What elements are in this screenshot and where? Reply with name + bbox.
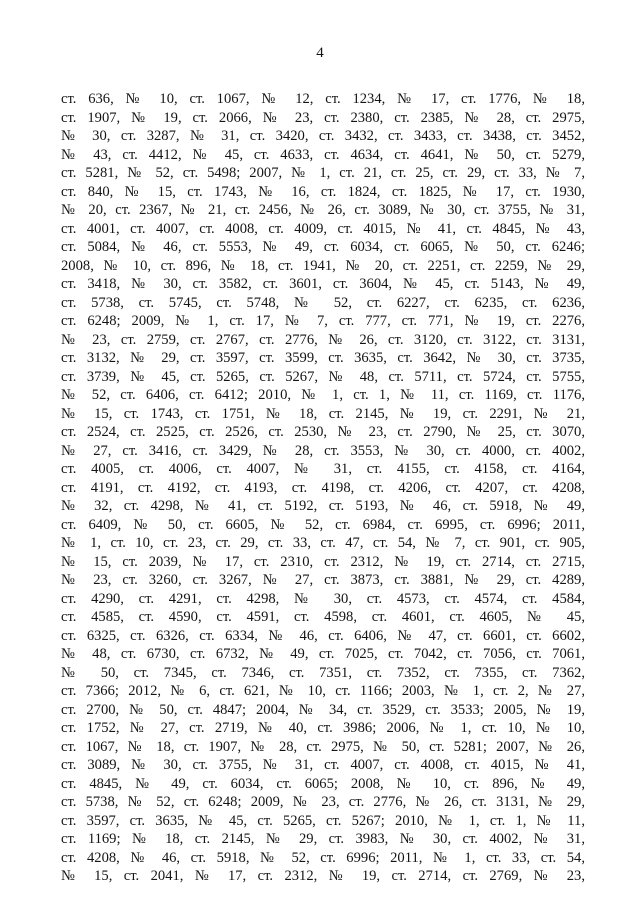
text-line: № 23, ст. 2759, ст. 2767, ст. 2776, № 26, ст. 3120, ст. 3122, ст. 3131, bbox=[61, 331, 585, 348]
text-line: ст. 3418, № 30, ст. 3582, ст. 3601, ст. 3604, № 45, ст. 5143, № 49, bbox=[61, 276, 585, 292]
text-line: ст. 4001, ст. 4007, ст. 4008, ст. 4009, ст. 4015, № 41, ст. 4845, № 43, bbox=[61, 220, 585, 237]
text-line: № 15, ст. 1743, ст. 1751, № 18, ст. 2145, № 19, ст. 2291, № 21, bbox=[61, 405, 585, 422]
text-line: ст. 5738, № 52, ст. 6248; 2009, № 23, ст. 2776, № 26, ст. 3131, № 29, bbox=[61, 794, 585, 810]
text-line: № 27, ст. 3416, ст. 3429, № 28, ст. 3553, № 30, ст. 4000, ст. 4002, bbox=[61, 442, 585, 459]
text-line: ст. 636, № 10, ст. 1067, № 12, ст. 1234, № 17, ст. 1776, № 18, bbox=[61, 91, 585, 107]
text-line: № 23, ст. 3260, ст. 3267, № 27, ст. 3873, ст. 3881, № 29, ст. 4289, bbox=[61, 572, 585, 588]
text-line: ст. 5281, № 52, ст. 5498; 2007, № 1, ст. 21, ст. 25, ст. 29, ст. 33, № 7, bbox=[61, 165, 585, 181]
text-line: ст. 7366; 2012, № 6, ст. 621, № 10, ст. 1166; 2003, № 1, ст. 2, № 27, bbox=[61, 683, 585, 699]
text-line: ст. 5738, ст. 5745, ст. 5748, № 52, ст. 6227, ст. 6235, ст. 6236, bbox=[61, 294, 585, 311]
text-line: № 15, ст. 2039, № 17, ст. 2310, ст. 2312, № 19, ст. 2714, ст. 2715, bbox=[61, 553, 585, 570]
text-line: № 48, ст. 6730, ст. 6732, № 49, ст. 7025, ст. 7042, ст. 7056, ст. 7061, bbox=[61, 646, 585, 662]
text-line: ст. 3597, ст. 3635, № 45, ст. 5265, ст. 5267; 2010, № 1, ст. 1, № 11, bbox=[61, 812, 585, 829]
text-line: № 30, ст. 3287, № 31, ст. 3420, ст. 3432, ст. 3433, ст. 3438, ст. 3452, bbox=[61, 128, 585, 144]
text-line: ст. 6248; 2009, № 1, ст. 17, № 7, ст. 777, ст. 771, № 19, ст. 2276, bbox=[61, 313, 585, 329]
body-text bbox=[61, 90, 585, 886]
text-line: № 1, ст. 10, ст. 23, ст. 29, ст. 33, ст. 47, ст. 54, № 7, ст. 901, ст. 905, bbox=[61, 535, 585, 551]
text-line: ст. 4191, ст. 4192, ст. 4193, ст. 4198, ст. 4206, ст. 4207, ст. 4208, bbox=[61, 479, 585, 496]
text-line: 2008, № 10, ст. 896, № 18, ст. 1941, № 20, ст. 2251, ст. 2259, № 29, bbox=[61, 257, 585, 274]
text-line: ст. 4290, ст. 4291, ст. 4298, № 30, ст. 4573, ст. 4574, ст. 4584, bbox=[61, 590, 585, 607]
text-line: ст. 5084, № 46, ст. 5553, № 49, ст. 6034, ст. 6065, № 50, ст. 6246; bbox=[61, 239, 585, 255]
text-line: ст. 4585, ст. 4590, ст. 4591, ст. 4598, ст. 4601, ст. 4605, № 45, bbox=[61, 609, 585, 625]
page-number: 4 bbox=[316, 45, 324, 61]
text-line: № 32, ст. 4298, № 41, ст. 5192, ст. 5193, № 46, ст. 5918, № 49, bbox=[61, 498, 585, 514]
text-line: ст. 4208, № 46, ст. 5918, № 52, ст. 6996; 2011, № 1, ст. 33, ст. 54, bbox=[61, 849, 585, 866]
text-line: ст. 1169; № 18, ст. 2145, № 29, ст. 3983, № 30, ст. 4002, № 31, bbox=[61, 831, 585, 847]
text-line: ст. 1067, № 18, ст. 1907, № 28, ст. 2975, № 50, ст. 5281; 2007, № 26, bbox=[61, 738, 585, 755]
text-line: № 52, ст. 6406, ст. 6412; 2010, № 1, ст. 1, № 11, ст. 1169, ст. 1176, bbox=[61, 387, 585, 403]
text-line: ст. 2700, № 50, ст. 4847; 2004, № 34, ст. 3529, ст. 3533; 2005, № 19, bbox=[61, 701, 585, 718]
text-line: ст. 6325, ст. 6326, ст. 6334, № 46, ст. 6406, № 47, ст. 6601, ст. 6602, bbox=[61, 627, 585, 644]
text-line: ст. 1907, № 19, ст. 2066, № 23, ст. 2380, ст. 2385, № 28, ст. 2975, bbox=[61, 109, 585, 126]
text-line: ст. 3089, № 30, ст. 3755, № 31, ст. 4007, ст. 4008, ст. 4015, № 41, bbox=[61, 757, 585, 773]
text-line: ст. 4005, ст. 4006, ст. 4007, № 31, ст. 4155, ст. 4158, ст. 4164, bbox=[61, 461, 585, 477]
text-line: № 15, ст. 2041, № 17, ст. 2312, № 19, ст. 2714, ст. 2769, № 23, bbox=[61, 868, 585, 884]
text-line: ст. 6409, № 50, ст. 6605, № 52, ст. 6984, ст. 6995, ст. 6996; 2011, bbox=[61, 516, 585, 533]
text-line: ст. 4845, № 49, ст. 6034, ст. 6065; 2008, № 10, ст. 896, № 49, bbox=[61, 775, 585, 792]
text-line: ст. 840, № 15, ст. 1743, № 16, ст. 1824, ст. 1825, № 17, ст. 1930, bbox=[61, 183, 585, 200]
text-line: № 20, ст. 2367, № 21, ст. 2456, № 26, ст. 3089, № 30, ст. 3755, № 31, bbox=[61, 202, 585, 218]
text-line: ст. 3739, № 45, ст. 5265, ст. 5267, № 48, ст. 5711, ст. 5724, ст. 5755, bbox=[61, 368, 585, 385]
text-line: ст. 1752, № 27, ст. 2719, № 40, ст. 3986; 2006, № 1, ст. 10, № 10, bbox=[61, 720, 585, 736]
text-line: № 50, ст. 7345, ст. 7346, ст. 7351, ст. 7352, ст. 7355, ст. 7362, bbox=[61, 664, 585, 681]
text-line: ст. 3132, № 29, ст. 3597, ст. 3599, ст. 3635, ст. 3642, № 30, ст. 3735, bbox=[61, 350, 585, 366]
text-line: ст. 2524, ст. 2525, ст. 2526, ст. 2530, № 23, ст. 2790, № 25, ст. 3070, bbox=[61, 424, 585, 440]
text-line: № 43, ст. 4412, № 45, ст. 4633, ст. 4634, ст. 4641, № 50, ст. 5279, bbox=[61, 146, 585, 163]
